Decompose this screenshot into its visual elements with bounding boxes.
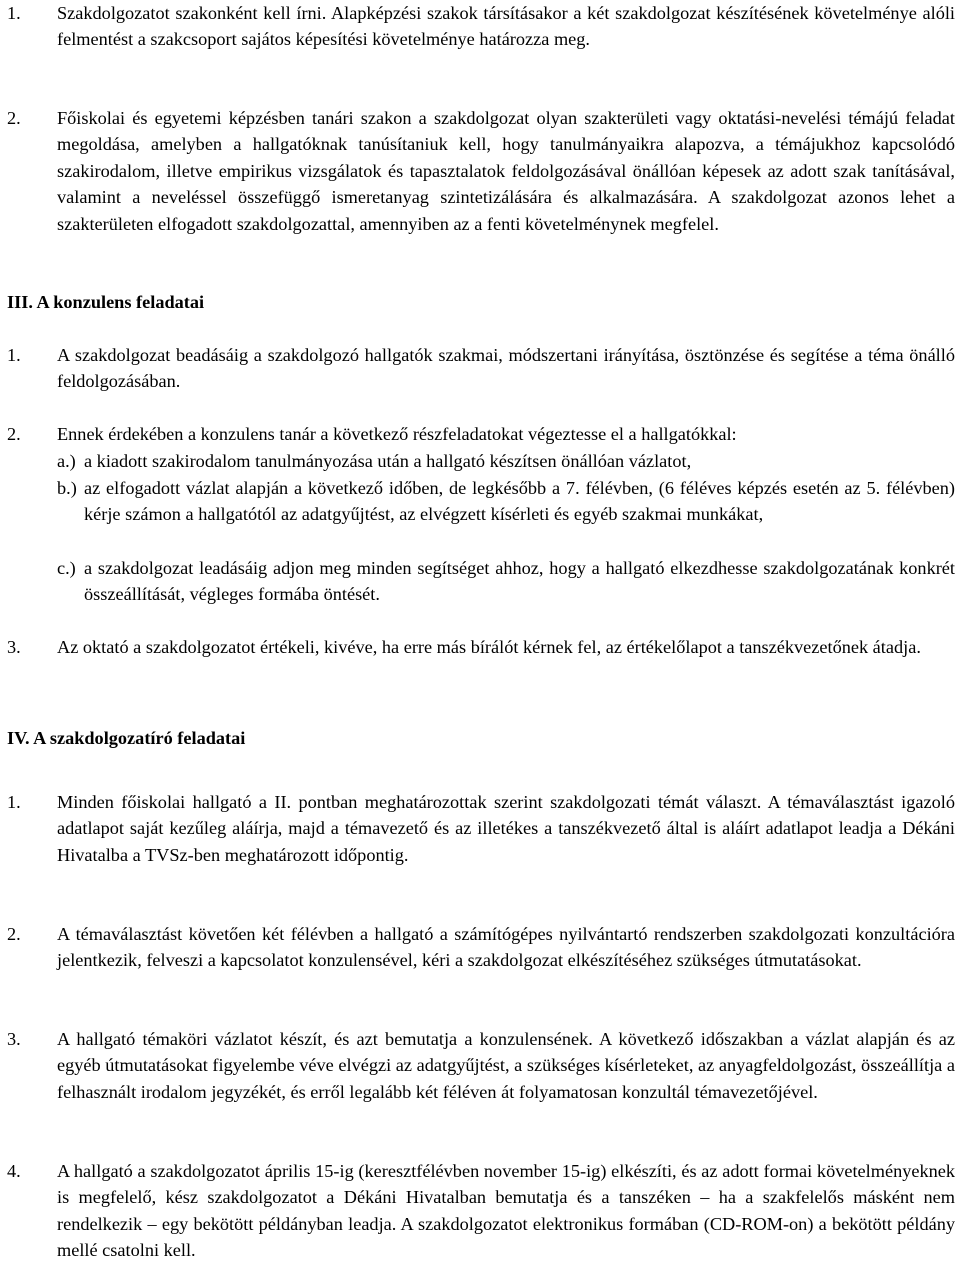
item-number: 1. — [7, 345, 21, 365]
item-number: 1. — [7, 3, 21, 23]
paragraph: A hallgató témaköri vázlatot készít, és azt bemutatja a konzulensének. A következő időszakban a vázlat alapján és az egyéb útmutatásokat figyelembe véve elvégzi az adatgyűjtést, a szükséges kísérleteket, az anyagfeldolgozást, összeállítja a felhasznált irodalom jegyzékét, és erről legalább két féléven át folyamatosan konzultál témavezetőjével. — [57, 1029, 955, 1102]
sub-item — [57, 555, 955, 608]
sub-item — [57, 475, 955, 528]
item-number: 2. — [7, 424, 21, 444]
paragraph: Minden főiskolai hallgató a II. pontban meghatározottak szerint szakdolgozati témát választ. A témaválasztást igazoló adatlapot saját kezűleg aláírja, majd a témavezető és az illetékes a tanszékvezető által is aláírt adatlapot leadja a Dékáni Hivatalba a TVSz-ben meghatározott időpontig. — [57, 792, 955, 865]
sub-item-text: a kiadott szakirodalom tanulmányozása után a hallgató készítsen önállóan vázlatot, — [84, 451, 692, 471]
section-heading: IV. A szakdolgozatíró feladatai — [7, 728, 246, 748]
paragraph: Főiskolai és egyetemi képzésben tanári szakon a szakdolgozat olyan szakterületi vagy oktatási-nevelési témájú feladat megoldása, amelyben a hallgatóknak tanúsítaniuk kell, hogy tanulmányaikra alapozva, a témájukhoz kapcsolódó szakirodalom, illetve empirikus vizsgálatok és tapasztalatok feldolgozásával önállóan képesek az adott szak tanításával, valamint a neveléssel összefüggő ismeretanyag szintetizálására és alkalmazására. A szakdolgozat azonos lehet a szakterületen elfogadott szakdolgozattal, amennyiben az a fenti követelménynek megfelel. — [57, 108, 955, 234]
paragraph: A szakdolgozat beadásáig a szakdolgozó hallgatók szakmai, módszertani irányítása, ösztönzése és segítése a téma önálló feldolgozásában. — [57, 345, 955, 392]
sub-item-text: a szakdolgozat leadásáig adjon meg minden segítséget ahhoz, hogy a hallgató elkezdhesse szakdolgozatának konkrét összeállítását, végleges formába öntését. — [84, 558, 955, 605]
paragraph: Ennek érdekében a konzulens tanár a következő részfeladatokat végeztesse el a hallgatókkal: — [57, 424, 737, 444]
item-number: 2. — [7, 924, 21, 944]
item-number: 2. — [7, 108, 21, 128]
paragraph: A témaválasztást követően két félévben a hallgató a számítógépes nyilvántartó rendszerben szakdolgozati konzultációra jelentkezik, felveszi a kapcsolatot konzulensével, kéri a szakdolgozat elkészítéséhez szükséges útmutatásokat. — [57, 924, 955, 971]
sub-item-text: az elfogadott vázlat alapján a következő időben, de legkésőbb a 7. félévben, (6 féléves képzés esetén az 5. félévben) kérje számon a hallgatótól az adatgyűjtést, az elvégzett kísérleti és egyéb szakmai munkákat, — [84, 478, 955, 525]
sub-item-label: b.) — [57, 478, 77, 498]
sub-item-label: a.) — [57, 451, 76, 471]
paragraph: A hallgató a szakdolgozatot április 15-ig (keresztfélévben november 15-ig) elkészíti, és az adott formai követelményeknek is megfelelő, kész szakdolgozatot a Dékáni Hivatalban bemutatja és a tanszéken – ha a szakfelelős másként nem rendelkezik – egy bekötött példányban leadja. A szakdolgozatot elektronikus formában (CD-ROM-on) a bekötött példány mellé csatolni kell. — [57, 1161, 955, 1261]
paragraph: Szakdolgozatot szakonként kell írni. Alapképzési szakok társításakor a két szakdolgozat készítésének követelménye alóli felmentést a szakcsoport sajátos képesítési követelménye határozza meg. — [57, 3, 955, 50]
paragraph: Az oktató a szakdolgozatot értékeli, kivéve, ha erre más bírálót kérnek fel, az értékelőlapot a tanszékvezetőnek átadja. — [57, 637, 921, 657]
item-number: 4. — [7, 1161, 21, 1181]
sub-item — [57, 448, 955, 474]
item-number: 3. — [7, 1029, 21, 1049]
item-number: 3. — [7, 637, 21, 657]
section-heading: III. A konzulens feladatai — [7, 292, 205, 312]
sub-item-label: c.) — [57, 558, 76, 578]
item-number: 1. — [7, 792, 21, 812]
